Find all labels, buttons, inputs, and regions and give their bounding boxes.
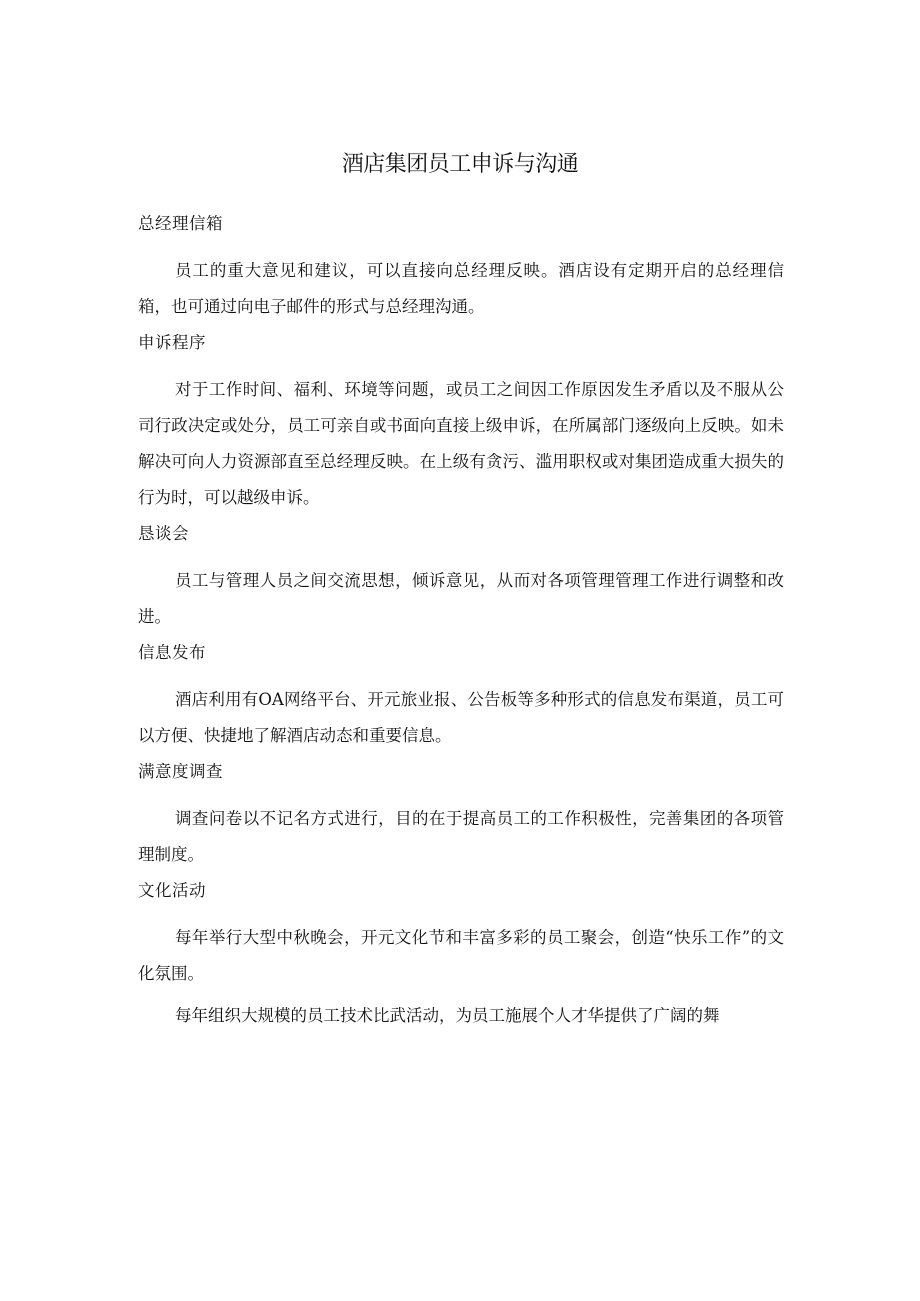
paragraph: 酒店利用有OA网络平台、开元旅业报、公告板等多种形式的信息发布渠道，员工可以方便、快捷地了解酒店动态和重要信息。 (138, 690, 784, 745)
section-heading: 信息发布 (138, 643, 206, 662)
section-heading: 文化活动 (138, 881, 206, 900)
section-appeal-procedure (138, 331, 784, 516)
section-heading: 满意度调查 (138, 762, 223, 781)
paragraph: 员工的重大意见和建议，可以直接向总经理反映。酒店设有定期开启的总经理信箱，也可通过向电子邮件的形式与总经理沟通。 (138, 261, 784, 316)
section-information-release (138, 641, 784, 754)
paragraph: 员工与管理人员之间交流思想，倾诉意见，从而对各项管理管理工作进行调整和改进。 (138, 571, 784, 626)
section-heading: 恳谈会 (138, 524, 189, 543)
section-satisfaction-survey (138, 760, 784, 873)
section-heading: 总经理信箱 (138, 214, 223, 233)
paragraph: 对于工作时间、福利、环境等问题，或员工之间因工作原因发生矛盾以及不服从公司行政决定或处分，员工可亲自或书面向直接上级申诉，在所属部门逐级向上反映。如未解决可向人力资源部直至总经理反映。在上级有贪污、滥用职权或对集团造成重大损失的行为时，可以越级申诉。 (138, 380, 784, 507)
paragraph: 每年举行大型中秋晚会，开元文化节和丰富多彩的员工聚会，创造“快乐工作”的文化氛围。 (138, 928, 784, 983)
paragraph: 调查问卷以不记名方式进行，目的在于提高员工的工作积极性，完善集团的各项管理制度。 (138, 809, 784, 864)
document-title: 酒店集团员工申诉与沟通 (341, 152, 579, 177)
section-heading: 申诉程序 (138, 333, 206, 352)
document-body (138, 212, 784, 1040)
paragraph: 每年组织大规模的员工技术比武活动，为员工施展个人才华提供了广阔的舞 (175, 1006, 720, 1025)
section-discussion-meeting (138, 522, 784, 635)
section-cultural-activities (138, 879, 784, 1034)
section-general-manager-mailbox (138, 212, 784, 325)
